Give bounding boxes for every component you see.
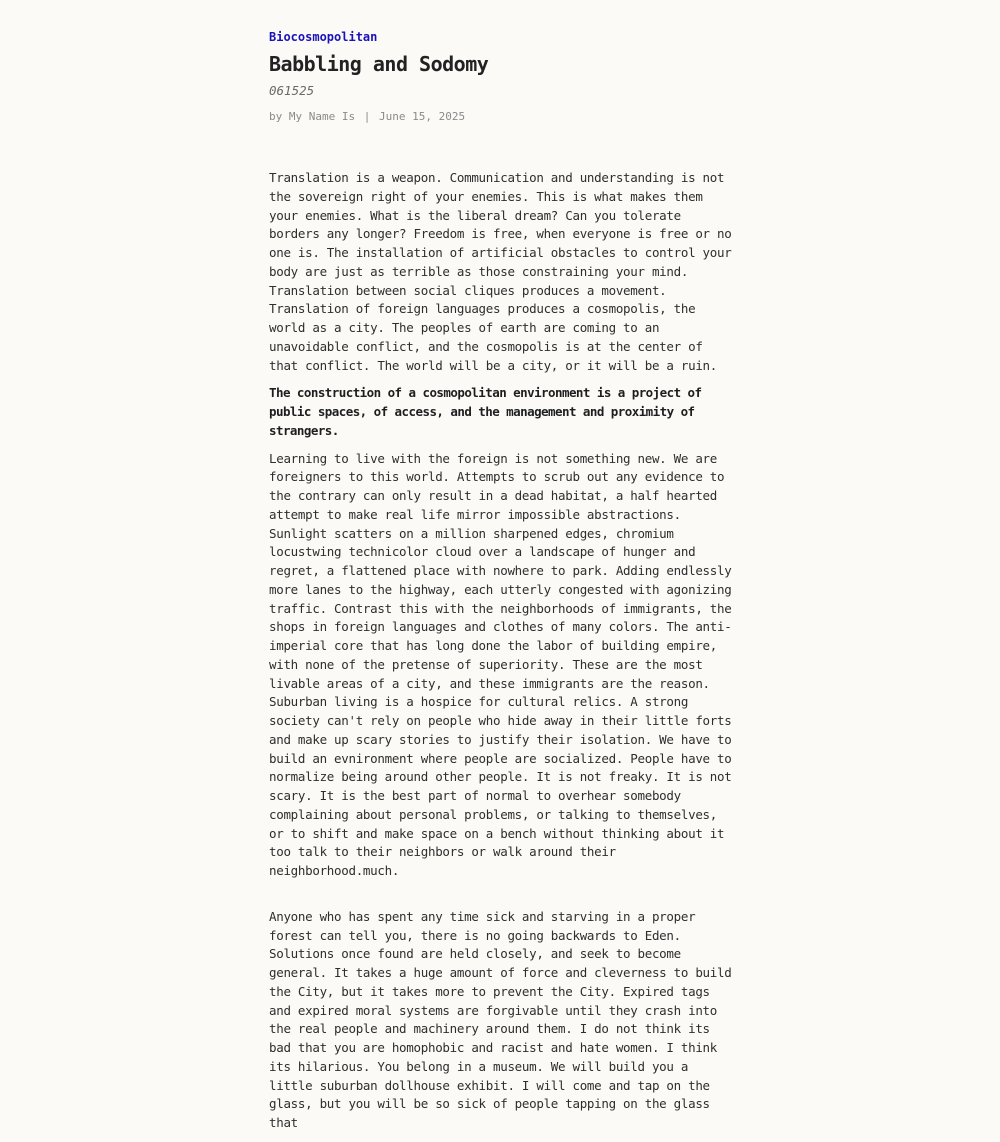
post-subtitle: 061525: [269, 83, 315, 98]
post-body: [269, 169, 734, 1133]
byline: [269, 109, 734, 125]
paragraph-thesis: The construction of a cosmopolitan environment is a project of public spaces, of access, and the management and proximity of strangers.: [269, 385, 702, 438]
post-title: Babbling and Sodomy: [269, 52, 489, 76]
byline-author: by My Name Is: [269, 110, 356, 123]
site-name-link[interactable]: Biocosmopolitan: [269, 30, 378, 44]
paragraph-translation: Translation is a weapon. Communication and understanding is not the sovereign right of your enemies. This is what makes them your enemies. What is the liberal dream? Can you tolerate borders any longer? Freedom is free, when everyone is free or no one is. The installation of artificial obstacles to control your body are just as terrible as those constraining your mind. Translation between social cliques produces a movement. Translation of foreign languages produces a cosmopolis, the world as a city. The peoples of earth are coming to an unavoidable conflict, and the cosmopolis is at the center of that conflict. The world will be a city, or it will be a ruin.: [269, 170, 732, 373]
paragraph-eden: Anyone who has spent any time sick and starving in a proper forest can tell you, there is no going backwards to Eden. Solutions once found are held closely, and seek to become general. It takes a huge amount of force and cleverness to build the City, but it takes more to prevent the City. Expired tags and expired moral systems are forgivable until they crash into the real people and machinery around them. I do not think its bad that you are homophobic and racist and hate women. I think its hilarious. You belong in a museum. We will build you a little suburban dollhouse exhibit. I will come and tap on the glass, but you will be so sick of people tapping on the glass that: [269, 908, 732, 1130]
paragraph-foreign: Learning to live with the foreign is not something new. We are foreigners to this world. Attempts to scrub out any evidence to the contrary can only result in a dead habitat, a half hearted attempt to make real life mirror impossible abstractions. Sunlight scatters on a million sharpened edges, chromium locustwing technicolor cloud over a landscape of hunger and regret, a flattened place with nowhere to park. Adding endlessly more lanes to the highway, each utterly congested with agonizing traffic. Contrast this with the neighborhoods of immigrants, the shops in foreign languages and clothes of many colors. The anti-imperial core that has long done the labor of building empire, with none of the pretense of superiority. These are the most livable areas of a city, and these immigrants are the reason. Suburban living is a hospice for cultural relics. A strong society can't rely on people who hide away in their little forts and make up scary stories to justify their isolation. We have to build an evnironment where people are socialized. People have to normalize being around other people. It is not freaky. It is not scary. It is the best part of normal to overhear somebody complaining about personal problems, or talking to themselves, or to shift and make space on a bench without thinking about it too talk to their neighbors or walk around their neighborhood.much.: [269, 450, 732, 878]
byline-separator: |: [363, 110, 371, 123]
article: [269, 28, 734, 1142]
byline-date: June 15, 2025: [378, 110, 466, 123]
paragraph-spacer: [269, 890, 734, 908]
